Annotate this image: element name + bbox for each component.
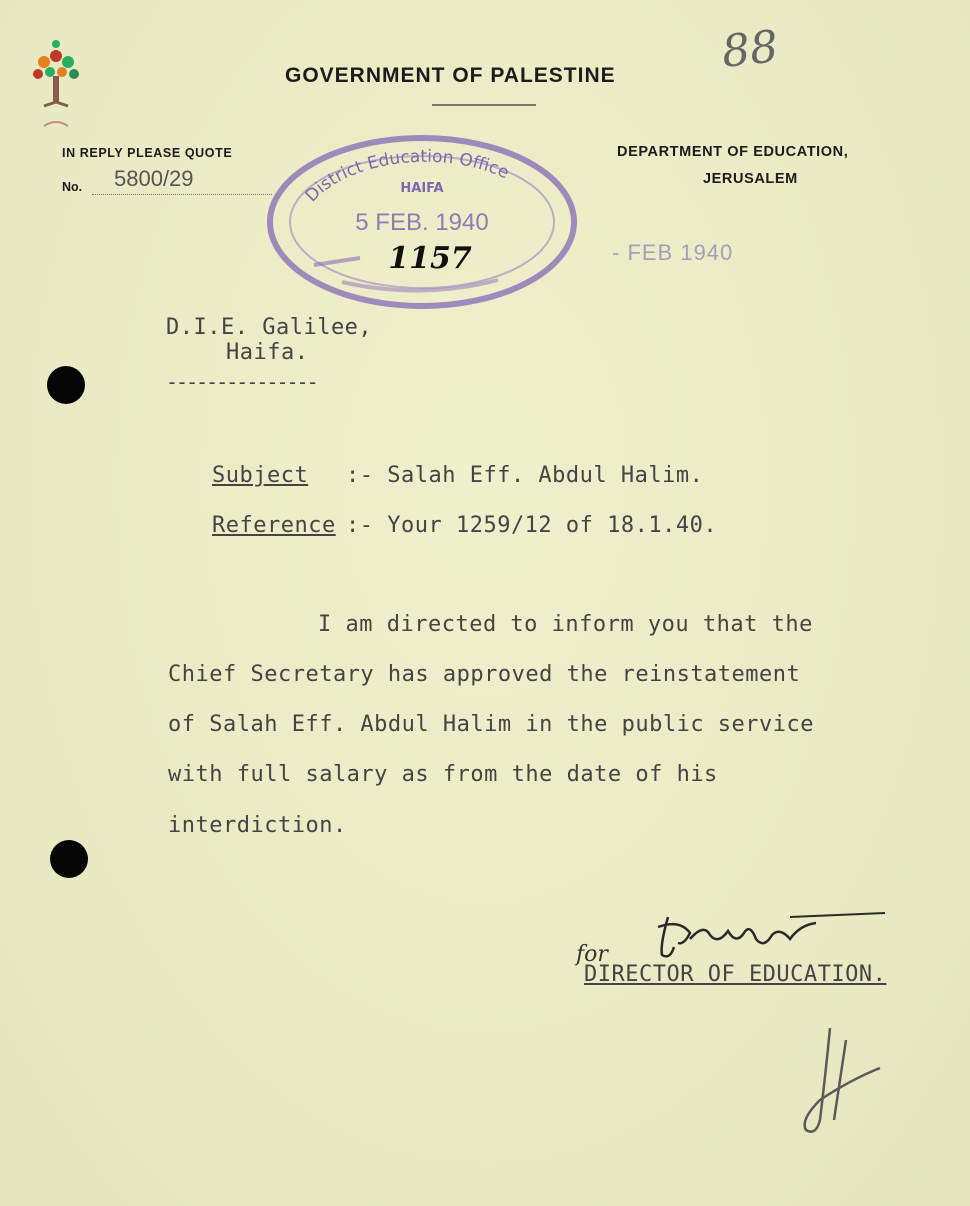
received-stamp — [262, 130, 582, 315]
punch-hole — [47, 366, 85, 404]
addressee-line1: D.I.E. Galilee, — [166, 315, 373, 340]
archive-logo-icon — [26, 36, 86, 146]
handwritten-initials — [790, 1020, 890, 1140]
subject-label: Subject — [212, 463, 309, 488]
stamp-date: 5 FEB. 1940 — [355, 209, 489, 236]
body-line: with full salary as from the date of his — [168, 762, 718, 787]
body-line: of Salah Eff. Abdul Halim in the public service — [168, 712, 815, 737]
reply-quote-label: IN REPLY PLEASE QUOTE — [62, 146, 233, 160]
department-city: JERUSALEM — [703, 171, 798, 187]
signature-prefix: for — [576, 942, 608, 967]
subject-value: :- Salah Eff. Abdul Halim. — [346, 463, 704, 488]
government-title: GOVERNMENT OF PALESTINE — [285, 64, 616, 87]
title-underline — [432, 104, 536, 106]
handwritten-page-number: 88 — [719, 21, 781, 78]
body-line: Chief Secretary has approved the reinstatement — [168, 662, 801, 687]
body-line: I am directed to inform you that the — [318, 612, 813, 637]
handwritten-signature — [640, 905, 900, 965]
reference-number-dotted-line — [92, 194, 272, 195]
reference-value: :- Your 1259/12 of 18.1.40. — [346, 513, 718, 538]
body-line: interdiction. — [168, 813, 347, 838]
signatory-title: DIRECTOR OF EDUCATION. — [584, 962, 887, 987]
stamp-handwritten-number: 1157 — [388, 241, 472, 276]
department-name: DEPARTMENT OF EDUCATION, — [617, 144, 849, 160]
addressee-line2: Haifa. — [226, 340, 309, 365]
stamp-city: HAIFA — [400, 181, 444, 196]
punch-hole — [50, 840, 88, 878]
reference-number-value: 5800/29 — [114, 166, 194, 191]
reference-number-label: No. — [62, 180, 83, 194]
second-date-stamp: - FEB 1940 — [612, 240, 734, 265]
reference-label: Reference — [212, 513, 336, 538]
address-rule: --------------- — [166, 370, 317, 394]
stamp-arc-text: District Education Office — [301, 146, 513, 207]
